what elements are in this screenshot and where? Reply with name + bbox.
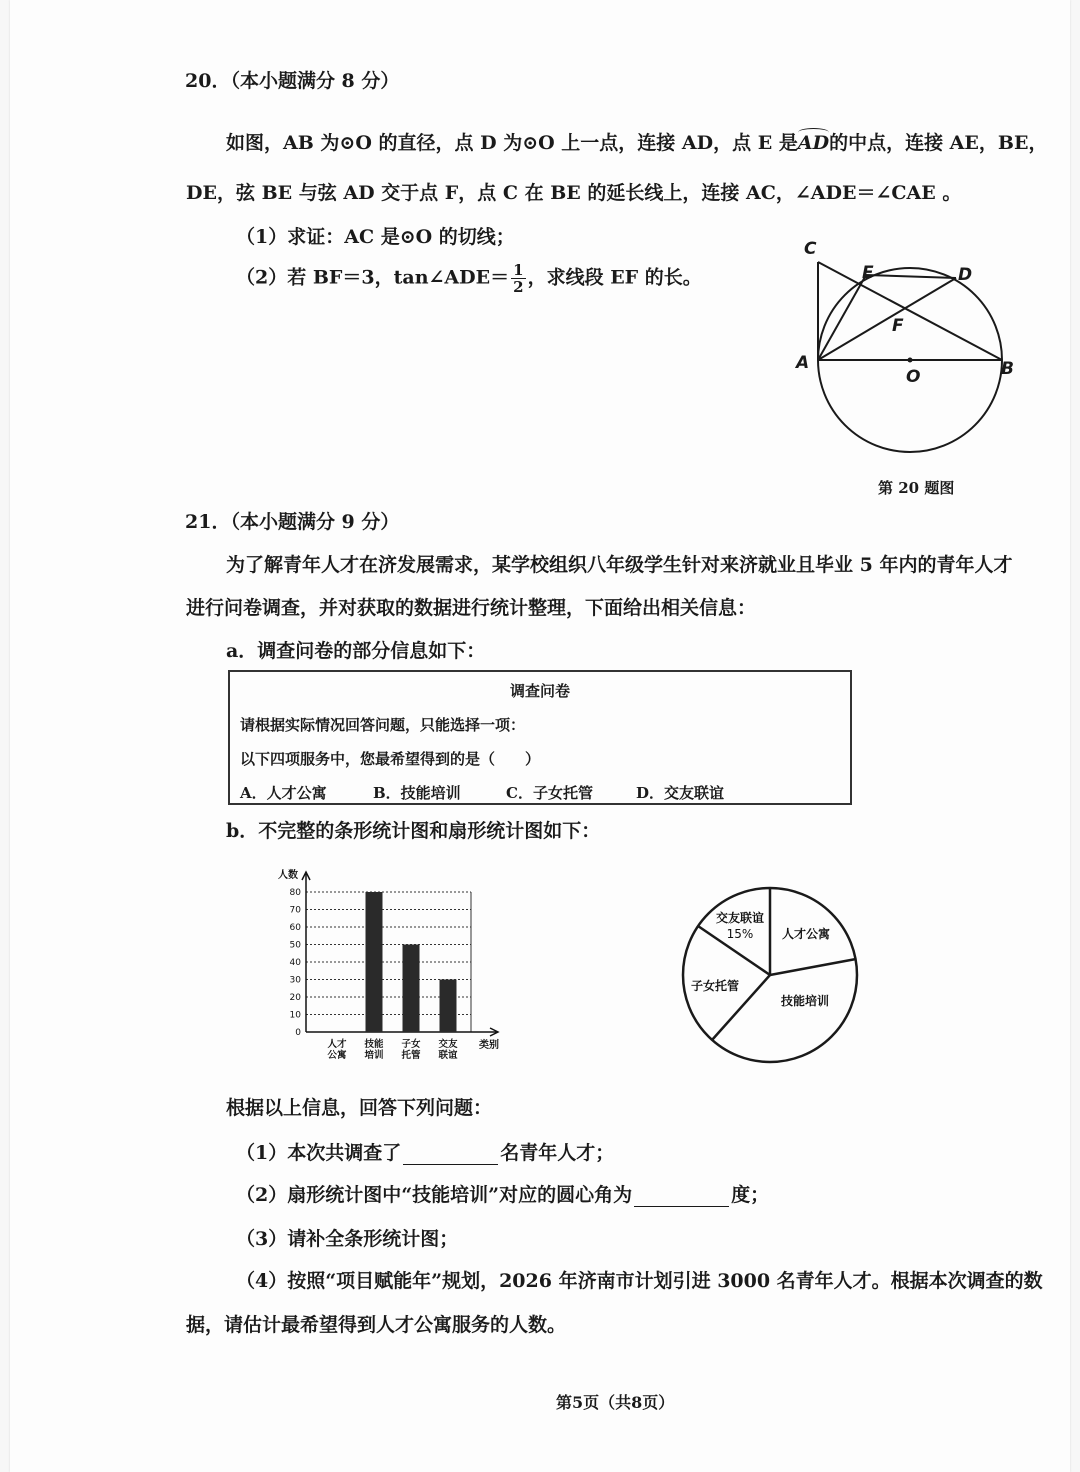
fraction-numerator: 1 (513, 261, 524, 279)
label-a: A (796, 353, 810, 373)
y-tick-label-50: 50 (289, 940, 301, 951)
bar-技能培训 (366, 892, 383, 1032)
category-label-子女托管-2: 托管 (401, 1050, 421, 1061)
y-tick-label-70: 70 (289, 905, 301, 916)
q21-b-label: b．不完整的条形统计图和扇形统计图如下： (226, 820, 601, 842)
pie-divider-3 (770, 959, 856, 975)
page-footer: 第5页（共8页） (556, 1393, 675, 1412)
pie-chart (670, 880, 870, 1070)
slice-label-zinv: 子女托管 (690, 979, 740, 993)
y-tick-label-0: 0 (295, 1028, 301, 1038)
bar-子女托管 (403, 945, 420, 1033)
q2-text-b: 度； (731, 1184, 770, 1206)
q20-stem-line1-text: 如图，AB 为⊙O 的直径，点 D 为⊙O 上一点，连接 AD，点 E 是 (226, 132, 798, 154)
arc-ad-symbol: AD (797, 132, 830, 154)
q1-text-a: （1）本次共调查了 (236, 1142, 402, 1164)
q20-figure-caption: 第 20 题图 (878, 479, 955, 497)
option-d: D．交友联谊 (636, 784, 725, 802)
label-d: D (958, 265, 973, 285)
questionnaire-line1: 请根据实际情况回答问题，只能选择一项： (240, 716, 526, 734)
bar-交友联谊 (440, 980, 457, 1033)
y-tick-label-40: 40 (289, 958, 301, 968)
q1-answer-blank[interactable] (403, 1146, 498, 1165)
questionnaire-box (228, 670, 852, 805)
label-b: B (1001, 359, 1014, 379)
q21-intro-line2: 进行问卷调查，并对获取的数据进行统计整理，下面给出相关信息： (186, 597, 757, 619)
q20-part2-text-b: ，求线段 EF 的长。 (527, 266, 702, 289)
y-tick-label-60: 60 (289, 923, 301, 933)
y-tick-label-20: 20 (289, 993, 301, 1003)
q21-a-label: a．调查问卷的部分信息如下： (226, 640, 486, 662)
y-tick-label-10: 10 (289, 1010, 301, 1021)
category-label-子女托管-1: 子女 (401, 1039, 421, 1050)
q20-stem-line1 (226, 128, 1047, 155)
category-label-技能培训-1: 技能 (364, 1039, 384, 1050)
center-dot-o (908, 358, 913, 363)
questionnaire-title: 调查问卷 (510, 682, 571, 700)
q20-header: 20．（本小题满分 8 分） (185, 70, 400, 92)
label-f: F (892, 316, 904, 336)
category-label-人才公寓-1: 人才 (327, 1039, 347, 1050)
category-label-技能培训-2: 培训 (364, 1050, 384, 1061)
x-axis-label: 类别 (479, 1040, 499, 1051)
q20-geometry-figure (780, 230, 1040, 470)
label-o: O (906, 367, 921, 387)
q21-question2 (236, 1180, 769, 1207)
q1-text-b: 名青年人才； (500, 1142, 615, 1164)
fraction-denominator: 2 (513, 278, 524, 296)
option-c: C．子女托管 (506, 784, 593, 802)
option-a: A．人才公寓 (240, 784, 327, 802)
option-b: B．技能培训 (373, 784, 461, 802)
q20-stem-line1-end: 的中点，连接 AE，BE， (829, 132, 1048, 154)
y-tick-label-30: 30 (289, 975, 301, 986)
segment-ad (818, 278, 956, 360)
q20-part1: （1）求证：AC 是⊙O 的切线； (236, 226, 515, 248)
q21-question3: （3）请补全条形统计图； (236, 1228, 459, 1250)
label-c: C (804, 239, 817, 259)
questionnaire-line2: 以下四项服务中，您最希望得到的是（ ） (240, 750, 541, 768)
slice-label-rencai: 人才公寓 (781, 927, 831, 941)
segment-ed (866, 275, 956, 278)
y-axis-label: 人数 (278, 870, 298, 881)
label-e: E (862, 263, 874, 283)
q20-stem-line2: DE，弦 BE 与弦 AD 交于点 F，点 C 在 BE 的延长线上，连接 AC，∠ADE＝∠CAE 。 (186, 182, 962, 204)
q21-header: 21．（本小题满分 9 分） (185, 511, 400, 533)
q21-question1 (236, 1138, 614, 1165)
q21-questions-intro: 根据以上信息，回答下列问题： (226, 1097, 493, 1119)
q2-answer-blank[interactable] (634, 1188, 729, 1207)
category-label-交友联谊-1: 交友 (438, 1039, 458, 1050)
fraction-one-half (511, 262, 525, 295)
q21-question4-line1: （4）按照“项目赋能年”规划，2026 年济南市计划引进 3000 名青年人才。根据本次调查的数 (236, 1270, 1043, 1292)
slice-label-jineng: 技能培训 (780, 994, 830, 1008)
q21-question4-line2: 据，请估计最希望得到人才公寓服务的人数。 (186, 1314, 567, 1336)
category-label-交友联谊-2: 联谊 (438, 1050, 458, 1061)
category-label-人才公寓-2: 公寓 (327, 1050, 347, 1061)
slice-label-jiaoyou: 交友联谊 (715, 911, 765, 925)
q20-part2-text-a: （2）若 BF＝3，tan∠ADE＝ (236, 266, 510, 289)
q20-part2 (236, 262, 702, 295)
q21-intro-line1: 为了解青年人才在济发展需求，某学校组织八年级学生针对来济就业且毕业 5 年内的青年人才 (226, 554, 1013, 576)
bar-chart (268, 860, 508, 1070)
slice-label-jiaoyou-percent: 15% (726, 927, 754, 941)
segment-ae (818, 275, 866, 360)
y-tick-label-80: 80 (289, 888, 301, 898)
q2-text-a: （2）扇形统计图中“技能培训”对应的圆心角为 (236, 1184, 633, 1206)
